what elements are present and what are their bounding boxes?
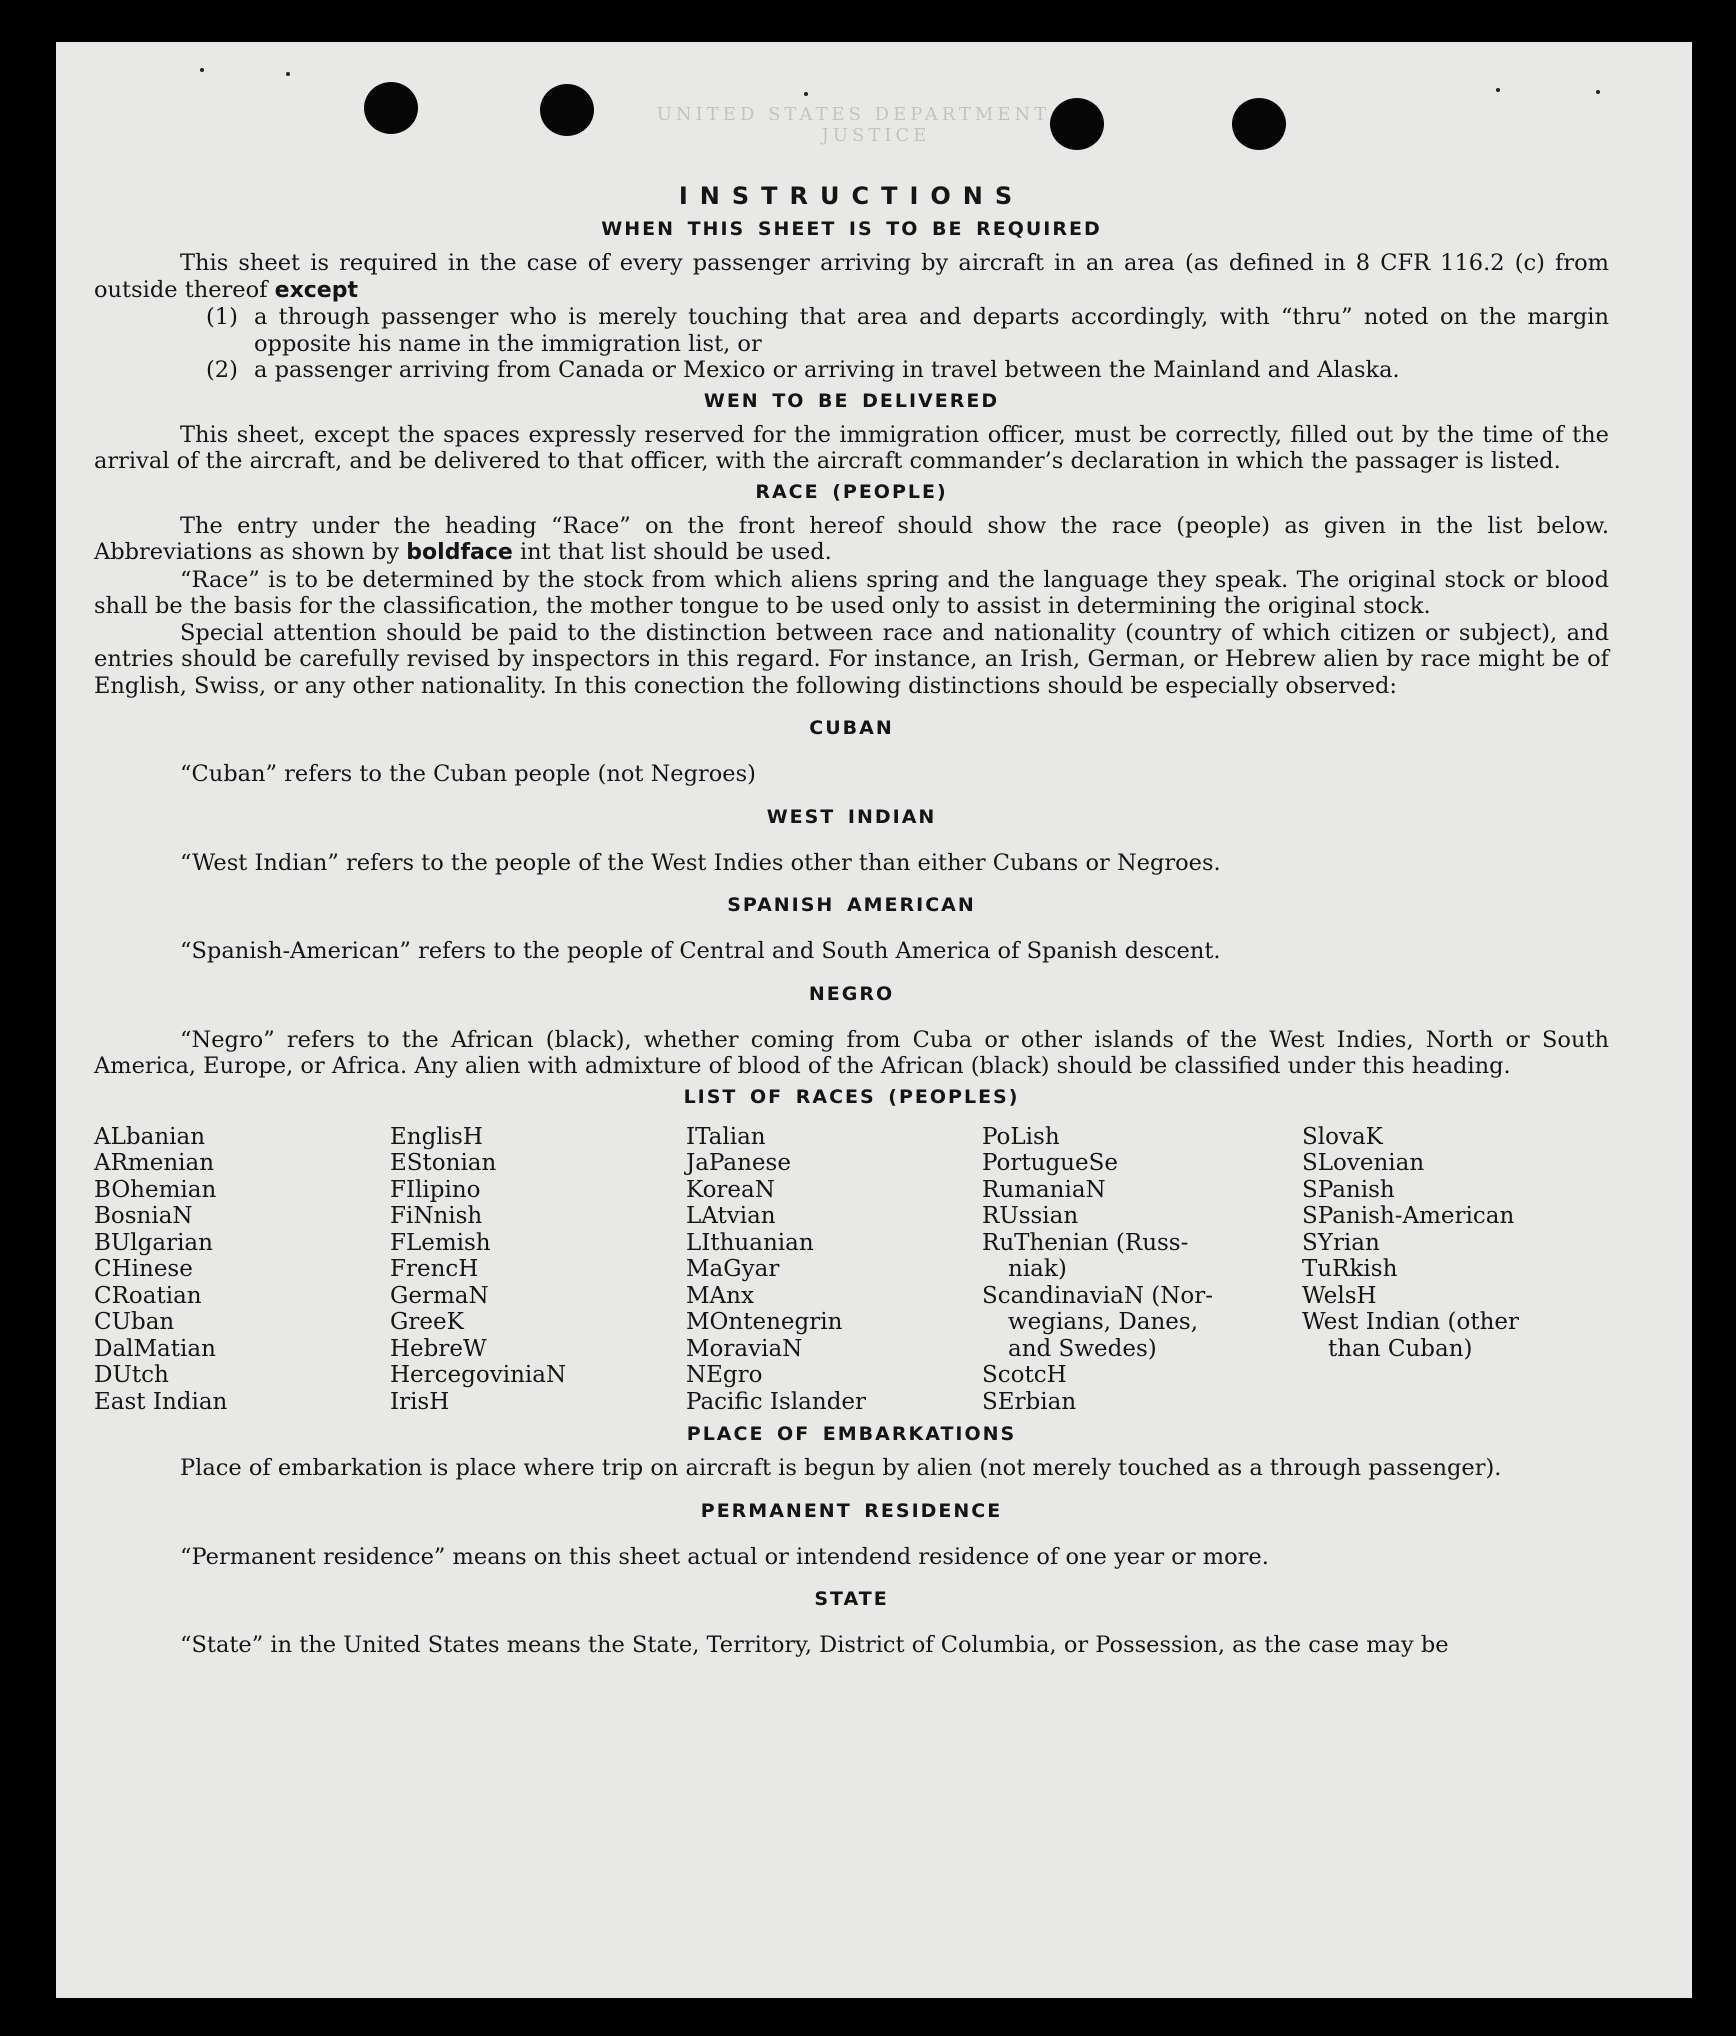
race-item: LIthuanian	[686, 1229, 814, 1256]
race-item: DalMatian	[94, 1335, 216, 1362]
race-item: CHinese	[94, 1256, 193, 1282]
race-item: BosniaN	[94, 1203, 193, 1229]
negro-text: “Negro” refers to the African (black), whether coming from Cuba or other islands of the West Indies, North or South America, Europe, or Africa. Any alien with admixture of blood of the African (black) should be classified under this heading.	[94, 1026, 1609, 1079]
race-item-continued: and Swedes)	[1008, 1335, 1157, 1362]
heading-when-delivered: WEN TO BE DELIVERED	[703, 389, 1000, 412]
race-item: SPanish-American	[1302, 1203, 1515, 1229]
race-item: WelsH	[1302, 1282, 1377, 1309]
race-item: MOntenegrin	[686, 1309, 843, 1335]
race-item: ScotcH	[982, 1362, 1067, 1388]
item-text: a passenger arriving from Canada or Mexico or arriving in travel between the Mainland and Alaska.	[254, 357, 1400, 383]
race-item: FiNnish	[390, 1203, 483, 1229]
race-p1-text-end: int that list should be used.	[519, 539, 832, 565]
intro-bold: except	[274, 277, 358, 303]
race-item: ALbanian	[94, 1123, 206, 1150]
race-item: RuThenian (Russ-	[982, 1229, 1189, 1256]
race-item: CRoatian	[94, 1282, 202, 1309]
page-title: INSTRUCTIONS	[678, 182, 1025, 210]
race-item: SlovaK	[1302, 1123, 1383, 1150]
race-item: MAnx	[686, 1282, 754, 1309]
race-item: Pacific Islander	[686, 1388, 867, 1415]
instructions-content	[94, 182, 1609, 1659]
heading-list-of-races: LIST OF RACES (PEOPLES)	[683, 1085, 1020, 1108]
when-delivered-text: This sheet, except the spaces expressly reserved for the immigration officer, must be correctly, filled out by the time of the arrival of the aircraft, and be delivered to that officer, with the aircraft commander’s declaration in which the passager is listed.	[94, 421, 1609, 474]
speck	[1596, 90, 1600, 94]
heading-race: RACE (PEOPLE)	[755, 480, 948, 503]
intro-text: This sheet is required in the case of every passenger arriving by aircraft in an area (as defined in 8 CFR 116.2 (c) from outside thereof	[94, 250, 1609, 303]
item-number: (1)	[206, 304, 238, 330]
speck	[286, 72, 290, 76]
exception-item-2	[206, 357, 1609, 384]
race-item: PortugueSe	[982, 1150, 1118, 1176]
race-item: BUlgarian	[94, 1229, 213, 1256]
races-column-2	[390, 1124, 686, 1416]
race-item-continued: niak)	[1008, 1256, 1067, 1282]
race-item: East Indian	[94, 1388, 228, 1415]
race-item: ITalian	[686, 1123, 766, 1150]
race-item: SYrian	[1302, 1229, 1380, 1256]
speck	[200, 68, 204, 72]
heading-west-indian: WEST INDIAN	[766, 805, 937, 828]
punch-hole	[1232, 98, 1286, 150]
race-item: FIlipino	[390, 1176, 481, 1203]
race-item: PoLish	[982, 1123, 1060, 1150]
race-item: SPanish	[1302, 1176, 1395, 1203]
race-p1-bold: boldface	[406, 540, 513, 565]
race-paragraph-2: “Race” is to be determined by the stock from which aliens spring and the language they speak. The original stock or blood shall be the basis for the classification, the mother tongue to be used only to assist in determining the original stock.	[94, 566, 1609, 619]
races-column-5	[1302, 1124, 1602, 1416]
race-item: FLemish	[390, 1229, 491, 1256]
race-item: RumaniaN	[982, 1176, 1106, 1203]
race-item: HebreW	[390, 1335, 487, 1362]
race-item: SErbian	[982, 1388, 1077, 1415]
spanish-american-text: “Spanish-American” refers to the people of Central and South America of Spanish descent.	[180, 938, 1221, 964]
race-item: DUtch	[94, 1362, 169, 1388]
cuban-text: “Cuban” refers to the Cuban people (not Negroes)	[180, 761, 756, 787]
item-number: (2)	[206, 357, 238, 383]
state-text: “State” in the United States means the State, Territory, District of Columbia, or Possession, as the case may be	[180, 1632, 1449, 1658]
races-column-4	[982, 1124, 1302, 1416]
race-item: MaGyar	[686, 1256, 780, 1282]
bleed-through-text: UNITED STATES DEPARTMENT OF JUSTICE	[656, 104, 1096, 146]
race-item: BOhemian	[94, 1176, 217, 1203]
race-item: NEgro	[686, 1362, 763, 1388]
punch-hole	[364, 82, 418, 134]
races-column-3	[686, 1124, 982, 1416]
race-item: FrencH	[390, 1256, 479, 1282]
race-item: CUban	[94, 1309, 175, 1335]
race-item: EStonian	[390, 1150, 497, 1176]
permanent-residence-text: “Permanent residence” means on this sheet actual or intendend residence of one year or more.	[180, 1543, 1269, 1570]
embarkation-text: Place of embarkation is place where trip on aircraft is begun by alien (not merely touched as a through passenger).	[180, 1455, 1502, 1481]
race-item: SLovenian	[1302, 1150, 1425, 1176]
race-item: GreeK	[390, 1309, 464, 1335]
race-paragraph-1	[94, 513, 1609, 567]
heading-when-required: WHEN THIS SHEET IS TO BE REQUIRED	[601, 218, 1102, 240]
race-item: LAtvian	[686, 1203, 776, 1229]
heading-cuban: CUBAN	[809, 717, 894, 739]
race-item-continued: wegians, Danes,	[1008, 1309, 1199, 1335]
heading-spanish-american: SPANISH AMERICAN	[727, 894, 976, 916]
race-item: EnglisH	[390, 1123, 483, 1150]
race-item: ScandinaviaN (Nor-	[982, 1282, 1213, 1309]
heading-permanent-residence: PERMANENT RESIDENCE	[700, 1499, 1003, 1522]
race-item: West Indian (other	[1302, 1309, 1520, 1335]
race-item: HercegoviniaN	[390, 1362, 567, 1388]
item-text: a through passenger who is merely touching that area and departs accordingly, with “thru” noted on the margin opposite his name in the immigration list, or	[254, 304, 1609, 357]
heading-state: STATE	[814, 1588, 889, 1610]
west-indian-text: “West Indian” refers to the people of the West Indies other than either Cubans or Negroes.	[180, 849, 1221, 876]
exception-item-1	[206, 304, 1609, 357]
race-p1-text: The entry under the heading “Race” on the front hereof should show the race (people) as given in the list below. Abbreviations as shown by	[94, 512, 1609, 565]
race-item: GermaN	[390, 1282, 489, 1309]
heading-embarkation: PLACE OF EMBARKATIONS	[686, 1423, 1017, 1445]
races-column-1	[94, 1124, 390, 1416]
race-item-continued: than Cuban)	[1328, 1335, 1473, 1362]
when-required-intro	[94, 250, 1609, 304]
document-page	[56, 42, 1692, 1998]
speck	[804, 92, 808, 96]
race-item: IrisH	[390, 1388, 450, 1415]
punch-hole	[540, 84, 594, 136]
race-item: MoraviaN	[686, 1335, 803, 1362]
race-item: TuRkish	[1302, 1256, 1398, 1282]
race-item: KoreaN	[686, 1176, 775, 1203]
speck	[1496, 88, 1500, 92]
race-item: JaPanese	[686, 1150, 791, 1176]
race-item: RUssian	[982, 1203, 1079, 1229]
heading-negro: NEGRO	[808, 982, 895, 1005]
race-item: ARmenian	[94, 1150, 215, 1176]
races-list	[94, 1124, 1609, 1416]
race-paragraph-3: Special attention should be paid to the distinction between race and nationality (country of which citizen or subject), and entries should be carefully revised by inspectors in this regard. For instance, an Irish, German, or Hebrew alien by race might be of English, Swiss, or any other nationality. In this conection the following distinctions should be especially observed:	[94, 619, 1609, 699]
